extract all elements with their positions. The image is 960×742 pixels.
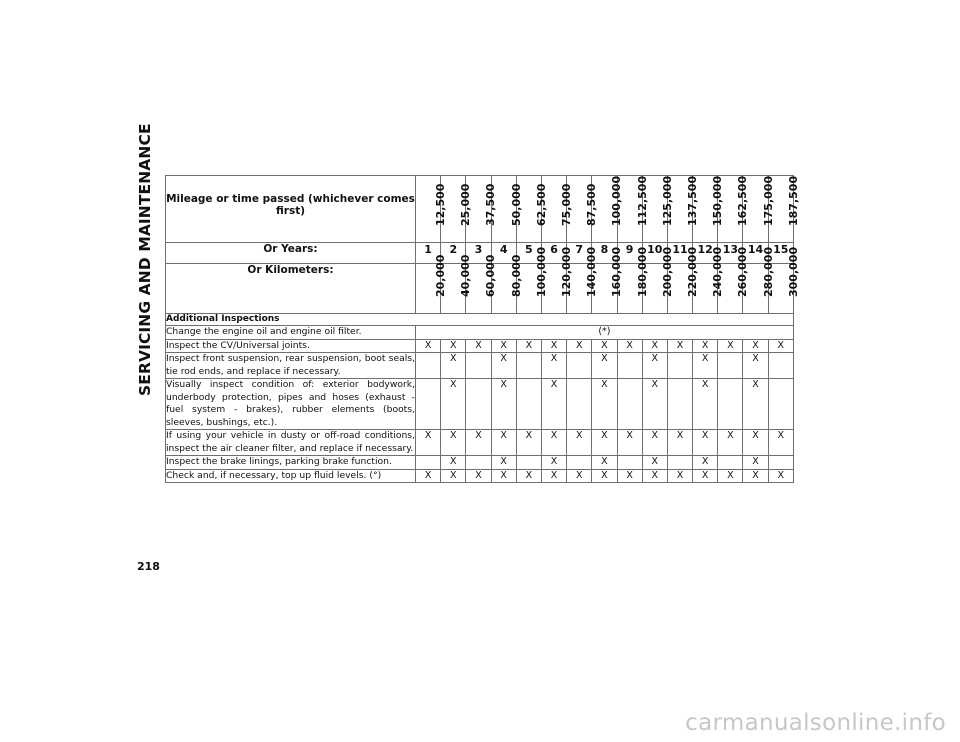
km-header-row [166, 264, 794, 314]
interval-mark: X [567, 430, 592, 456]
km-value: 260,000 [736, 246, 750, 297]
km-value: 160,000 [610, 246, 624, 297]
mileage-header-cell [592, 175, 624, 243]
interval-mark: X [693, 456, 718, 470]
interval-mark: X [617, 469, 642, 483]
interval-mark: X [516, 430, 541, 456]
interval-mark: X [491, 456, 516, 470]
interval-mark [667, 353, 692, 379]
mileage-header-cell [693, 175, 725, 243]
interval-mark: X [693, 339, 718, 353]
interval-mark [516, 379, 541, 430]
interval-mark: X [667, 430, 692, 456]
interval-mark: X [491, 353, 516, 379]
year-value: 13 [718, 243, 743, 264]
interval-mark: X [743, 430, 768, 456]
table-row [166, 430, 794, 456]
km-value: 180,000 [635, 246, 649, 297]
table-row [166, 326, 794, 340]
task-description: Visually inspect condition of: exterior bodywork, underbody protection, pipes and hoses (exhaust - fuel system - brakes), rubber elements (boots, sleeves, bushings, etc.). [166, 379, 415, 428]
interval-mark [768, 379, 793, 430]
interval-mark: X [592, 430, 617, 456]
interval-mark: X [441, 339, 466, 353]
interval-mark: X [718, 339, 743, 353]
interval-mark: X [441, 456, 466, 470]
section-side-title [136, 123, 158, 470]
interval-mark: X [441, 430, 466, 456]
interval-mark: X [768, 339, 793, 353]
interval-mark: X [642, 456, 667, 470]
year-value: 1 [416, 243, 441, 264]
interval-mark [617, 353, 642, 379]
mileage-value: 25,000 [459, 183, 473, 226]
interval-mark: X [541, 339, 566, 353]
km-value: 300,000 [786, 246, 800, 297]
interval-mark: X [592, 339, 617, 353]
interval-mark: X [718, 469, 743, 483]
watermark: carmanualsonline.info [685, 710, 946, 736]
km-value: 60,000 [484, 254, 498, 297]
interval-mark [567, 456, 592, 470]
year-value: 3 [466, 243, 491, 264]
interval-mark: X [642, 339, 667, 353]
mileage-header-cell [441, 176, 473, 243]
year-value: 10 [642, 243, 667, 264]
interval-mark: X [617, 430, 642, 456]
interval-mark: X [466, 430, 491, 456]
km-value: 240,000 [711, 246, 725, 297]
interval-mark [667, 379, 692, 430]
mileage-value: 187,500 [786, 175, 800, 226]
table-row [166, 456, 794, 470]
interval-mark: X [516, 469, 541, 483]
interval-mark: X [416, 430, 441, 456]
interval-mark: X [743, 456, 768, 470]
interval-mark [768, 456, 793, 470]
task-description: Inspect front suspension, rear suspension, boot seals, tie rod ends, and replace if necessary. [166, 353, 415, 377]
interval-mark: X [743, 469, 768, 483]
interval-mark: X [466, 339, 491, 353]
table-row [166, 379, 794, 430]
interval-mark: X [491, 430, 516, 456]
mileage-header-cell [541, 176, 574, 243]
km-value: 280,000 [761, 246, 775, 297]
interval-mark: X [416, 469, 441, 483]
interval-mark: X [541, 353, 566, 379]
mileage-value: 50,000 [509, 183, 523, 226]
interval-mark: X [541, 456, 566, 470]
year-value: 12 [693, 243, 718, 264]
interval-mark: X [491, 379, 516, 430]
km-value: 20,000 [434, 254, 448, 297]
interval-mark: X [667, 339, 692, 353]
interval-mark: X [491, 339, 516, 353]
interval-mark [617, 456, 642, 470]
interval-mark: X [592, 379, 617, 430]
years-header-label: Or Years: [166, 243, 416, 264]
interval-mark [416, 456, 441, 470]
table-row [166, 353, 794, 379]
interval-mark: X [541, 469, 566, 483]
interval-mark: X [441, 379, 466, 430]
interval-mark [718, 353, 743, 379]
mileage-value: 12,500 [434, 183, 448, 226]
task-description: If using your vehicle in dusty or off-road conditions, inspect the air cleaner filter, and replace if necessary. [166, 430, 415, 454]
mileage-value: 100,000 [610, 175, 624, 226]
year-value: 5 [516, 243, 541, 264]
interval-mark [516, 456, 541, 470]
interval-mark [466, 353, 491, 379]
interval-mark [667, 456, 692, 470]
interval-mark [718, 456, 743, 470]
mileage-header-cell [567, 176, 599, 243]
year-value: 9 [617, 243, 642, 264]
mileage-header-cell [416, 176, 448, 243]
km-value: 100,000 [534, 246, 548, 297]
interval-mark: X [541, 379, 566, 430]
task-description: Inspect the CV/Universal joints. [166, 339, 416, 353]
task-description: Inspect the brake linings, parking brake function. [166, 456, 416, 470]
interval-mark: X [416, 339, 441, 353]
table-row [166, 469, 794, 483]
maintenance-schedule-table [165, 175, 800, 483]
year-value: 2 [441, 243, 466, 264]
mileage-header-cell [466, 176, 498, 243]
interval-mark: X [541, 430, 566, 456]
interval-mark: X [567, 339, 592, 353]
year-value: 4 [491, 243, 516, 264]
km-value: 40,000 [459, 254, 473, 297]
interval-mark: X [642, 430, 667, 456]
year-value: 6 [541, 243, 566, 264]
table-row [166, 339, 794, 353]
page-number: 218 [137, 560, 160, 573]
interval-mark: X [768, 430, 793, 456]
years-header-row [166, 243, 794, 264]
interval-mark: X [516, 339, 541, 353]
interval-mark: X [718, 430, 743, 456]
km-header-label: Or Kilometers: [166, 264, 416, 314]
interval-mark [466, 379, 491, 430]
mileage-header-label: Mileage or time passed (whichever comes first) [166, 176, 416, 243]
km-header-cell [416, 254, 448, 314]
interval-mark [567, 379, 592, 430]
mileage-value: 62,500 [534, 183, 548, 226]
interval-mark: X [642, 469, 667, 483]
mileage-value: 112,500 [635, 175, 649, 226]
mileage-value: 137,500 [685, 175, 699, 226]
task-description: Check and, if necessary, top up fluid levels. (°) [166, 469, 416, 483]
interval-mark: X [642, 353, 667, 379]
section-title-text: SERVICING AND MAINTENANCE [136, 123, 154, 396]
interval-mark [516, 353, 541, 379]
interval-mark: X [441, 353, 466, 379]
interval-mark: X [466, 469, 491, 483]
interval-mark [768, 353, 793, 379]
mileage-value: 175,000 [761, 175, 775, 226]
interval-mark: X [693, 469, 718, 483]
mileage-value: 75,000 [560, 183, 574, 226]
mileage-value: 37,500 [484, 183, 498, 226]
interval-mark [416, 353, 441, 379]
interval-mark: X [743, 379, 768, 430]
interval-mark: X [592, 469, 617, 483]
mileage-value: 162,500 [736, 175, 750, 226]
interval-mark: X [693, 353, 718, 379]
section-heading: Additional Inspections [166, 314, 794, 326]
interval-mark: X [592, 456, 617, 470]
mileage-header-row [166, 176, 794, 243]
interval-mark: X [768, 469, 793, 483]
mileage-value: 87,500 [585, 183, 599, 226]
km-value: 220,000 [685, 246, 699, 297]
interval-mark: X [743, 339, 768, 353]
km-value: 200,000 [660, 246, 674, 297]
km-value: 120,000 [560, 246, 574, 297]
interval-mark [416, 379, 441, 430]
year-value: 8 [592, 243, 617, 264]
interval-mark: X [592, 353, 617, 379]
interval-mark: X [667, 469, 692, 483]
section-row [166, 314, 794, 326]
interval-mark [617, 379, 642, 430]
year-value: 15 [768, 243, 793, 264]
interval-mark [718, 379, 743, 430]
interval-mark: X [617, 339, 642, 353]
interval-mark: X [743, 353, 768, 379]
year-value: 7 [567, 243, 592, 264]
km-value: 80,000 [509, 254, 523, 297]
interval-mark [466, 456, 491, 470]
mileage-value: 125,000 [660, 175, 674, 226]
mileage-header-cell [516, 176, 548, 243]
year-value: 14 [743, 243, 768, 264]
interval-note: (*) [416, 326, 794, 340]
task-description: Change the engine oil and engine oil filter. [166, 326, 416, 340]
interval-mark: X [693, 430, 718, 456]
interval-mark [567, 353, 592, 379]
interval-mark: X [567, 469, 592, 483]
mileage-value: 150,000 [711, 175, 725, 226]
interval-mark: X [441, 469, 466, 483]
interval-mark: X [491, 469, 516, 483]
km-value: 140,000 [585, 246, 599, 297]
year-value: 11 [667, 243, 692, 264]
interval-mark: X [693, 379, 718, 430]
mileage-header-cell [491, 176, 523, 243]
interval-mark: X [642, 379, 667, 430]
